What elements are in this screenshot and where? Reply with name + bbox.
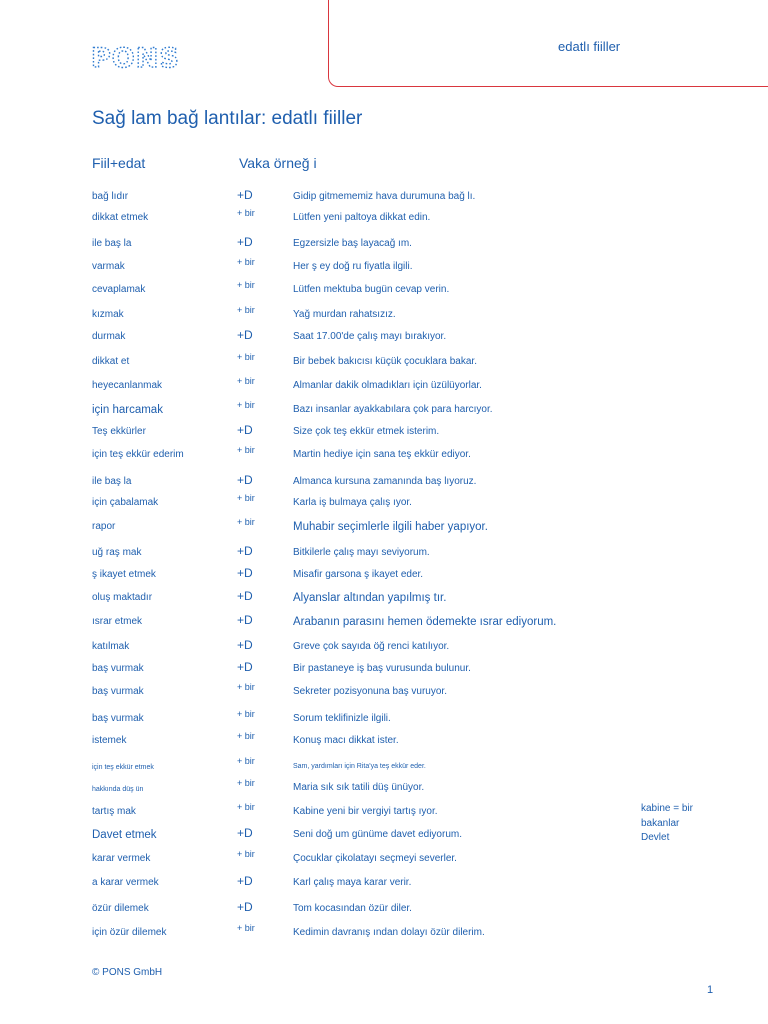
preposition-cell: + bir <box>237 849 255 859</box>
verb-cell: heyecanlanmak <box>92 380 163 391</box>
example-cell: Yağ murdan rahatsızız. <box>293 309 396 320</box>
preposition-cell: +D <box>237 613 253 627</box>
verb-cell: hakkında düş ün <box>92 786 144 793</box>
example-cell: Alyanslar altından yapılmış tır. <box>293 592 447 604</box>
verb-cell: a karar vermek <box>92 877 159 888</box>
table-row <box>0 328 768 355</box>
column-header-verb: Fiil+edat <box>92 155 146 171</box>
table-row <box>0 376 768 404</box>
example-cell: Gidip gitmememiz hava durumuna bağ lı. <box>293 191 476 202</box>
example-cell: Bir bebek bakıcısı küçük çocuklara bakar. <box>293 356 477 367</box>
table-row <box>0 900 768 927</box>
example-cell: Size çok teş ekkür etmek isterim. <box>293 426 440 437</box>
page-title: Sağ lam bağ lantılar: edatlı fiiller <box>92 108 363 129</box>
preposition-cell: +D <box>237 874 253 888</box>
verb-cell: baş vurmak <box>92 686 144 697</box>
verb-cell: tartış mak <box>92 806 136 817</box>
verb-cell: için özür dilemek <box>92 927 167 938</box>
table-row <box>0 566 768 593</box>
page-number: 1 <box>707 984 714 996</box>
table-row <box>0 280 768 308</box>
verb-cell: karar vermek <box>92 853 151 864</box>
verb-cell: ile baş la <box>92 476 132 487</box>
example-cell: Her ş ey doğ ru fiyatla ilgili. <box>293 261 413 272</box>
verb-cell: dikkat etmek <box>92 212 149 223</box>
example-cell: Greve çok sayıda öğ renci katılıyor. <box>293 641 450 652</box>
preposition-cell: + bir <box>237 352 255 362</box>
verb-cell: ş ikayet etmek <box>92 569 156 580</box>
preposition-cell: + bir <box>237 756 255 766</box>
table-row <box>0 923 768 951</box>
table-row <box>0 208 768 236</box>
table-row <box>0 235 768 262</box>
example-cell: Kabine yeni bir vergiyi tartış ıyor. <box>293 806 438 817</box>
verb-cell: için harcamak <box>92 404 163 416</box>
table-row <box>0 493 768 521</box>
verb-cell: istemek <box>92 735 127 746</box>
verb-cell: için çabalamak <box>92 497 159 508</box>
example-cell: Karl çalış maya karar verir. <box>293 877 412 888</box>
preposition-cell: +D <box>237 544 253 558</box>
preposition-cell: +D <box>237 473 253 487</box>
section-label: edatlı fiiller <box>558 39 621 54</box>
verb-cell: bağ lıdır <box>92 191 129 202</box>
preposition-cell: + bir <box>237 709 255 719</box>
example-cell: Misafir garsona ş ikayet eder. <box>293 569 424 580</box>
verb-cell: Davet etmek <box>92 829 157 841</box>
preposition-cell: + bir <box>237 305 255 315</box>
verb-cell: ısrar etmek <box>92 616 143 627</box>
table-row <box>0 352 768 380</box>
preposition-cell: +D <box>237 328 253 342</box>
example-cell: Egzersizle baş layacağ ım. <box>293 238 412 249</box>
verb-cell: ile baş la <box>92 238 132 249</box>
table-row <box>0 682 768 710</box>
verb-cell: dikkat et <box>92 356 130 367</box>
table-row <box>0 638 768 665</box>
verb-cell: için teş ekkür ederim <box>92 449 184 460</box>
table-row <box>0 874 768 901</box>
header-frame <box>328 0 768 87</box>
example-cell: Çocuklar çikolatayı seçmeyi severler. <box>293 853 457 864</box>
verb-cell: için teş ekkür etmek <box>92 764 154 771</box>
example-cell: Martin hediye için sana teş ekkür ediyor. <box>293 449 471 460</box>
example-cell: Bazı insanlar ayakkabılara çok para harcıyor. <box>293 404 493 415</box>
table-row <box>0 756 768 784</box>
side-note-2: Devlet <box>641 832 670 843</box>
pons-logo <box>90 43 180 73</box>
preposition-cell: +D <box>237 638 253 652</box>
preposition-cell: + bir <box>237 445 255 455</box>
example-cell: Konuş macı dikkat ister. <box>293 735 399 746</box>
verb-cell: baş vurmak <box>92 663 144 674</box>
verb-cell: katılmak <box>92 641 130 652</box>
example-cell: Sorum teklifinizle ilgili. <box>293 713 391 724</box>
table-row <box>0 613 768 640</box>
preposition-cell: + bir <box>237 923 255 933</box>
example-cell: Sekreter pozisyonuna baş vuruyor. <box>293 686 447 697</box>
verb-cell: kızmak <box>92 309 124 320</box>
table-row <box>0 445 768 473</box>
preposition-cell: + bir <box>237 376 255 386</box>
preposition-cell: + bir <box>237 802 255 812</box>
preposition-cell: + bir <box>237 208 255 218</box>
table-row <box>0 305 768 333</box>
verb-cell: baş vurmak <box>92 713 144 724</box>
example-cell: Bitkilerle çalış mayı seviyorum. <box>293 547 430 558</box>
verb-cell: durmak <box>92 331 126 342</box>
preposition-cell: +D <box>237 235 253 249</box>
table-row <box>0 423 768 450</box>
preposition-cell: +D <box>237 589 253 603</box>
preposition-cell: +D <box>237 566 253 580</box>
preposition-cell: +D <box>237 660 253 674</box>
example-cell: Sam, yardımları için Rita'ya teş ekkür eder. <box>293 763 426 770</box>
verb-cell: cevaplamak <box>92 284 146 295</box>
table-row <box>0 544 768 571</box>
verb-cell: rapor <box>92 521 116 532</box>
verb-cell: oluş maktadır <box>92 592 153 603</box>
preposition-cell: + bir <box>237 493 255 503</box>
logo-text: PONS <box>91 43 180 73</box>
example-cell: Bir pastaneye iş baş vurusunda bulunur. <box>293 663 471 674</box>
example-cell: Kedimin davranış ından dolayı özür dilerim. <box>293 927 485 938</box>
preposition-cell: +D <box>237 188 253 202</box>
example-cell: Almanca kursuna zamanında baş lıyoruz. <box>293 476 477 487</box>
side-note: kabine = bir bakanlar <box>641 803 693 829</box>
preposition-cell: +D <box>237 423 253 437</box>
example-cell: Karla iş bulmaya çalış ıyor. <box>293 497 412 508</box>
preposition-cell: + bir <box>237 682 255 692</box>
preposition-cell: +D <box>237 900 253 914</box>
preposition-cell: + bir <box>237 280 255 290</box>
example-cell: Seni doğ um günüme davet ediyorum. <box>293 829 462 840</box>
example-cell: Almanlar dakik olmadıkları için üzülüyorlar. <box>293 380 482 391</box>
example-cell: Muhabir seçimlerle ilgili haber yapıyor. <box>293 521 488 533</box>
preposition-cell: + bir <box>237 517 255 527</box>
copyright: © PONS GmbH <box>92 967 163 978</box>
verb-cell: varmak <box>92 261 125 272</box>
example-cell: Maria sık sık tatili düş ünüyor. <box>293 782 425 793</box>
table-row <box>0 849 768 877</box>
table-row <box>0 257 768 285</box>
verb-cell: Teş ekkürler <box>92 426 146 437</box>
table-row <box>0 400 768 428</box>
table-row <box>0 517 768 545</box>
column-header-example: Vaka örneğ i <box>239 155 317 171</box>
example-cell: Tom kocasından özür diler. <box>293 903 412 914</box>
verb-cell: özür dilemek <box>92 903 149 914</box>
table-row <box>0 660 768 687</box>
preposition-cell: + bir <box>237 400 255 410</box>
preposition-cell: + bir <box>237 257 255 267</box>
table-row <box>0 731 768 759</box>
table-row <box>0 589 768 616</box>
table-row <box>0 709 768 737</box>
example-cell: Arabanın parasını hemen ödemekte ısrar ediyorum. <box>293 616 557 628</box>
example-cell: Lütfen mektuba bugün cevap verin. <box>293 284 450 295</box>
verb-cell: uğ raş mak <box>92 547 142 558</box>
preposition-cell: + bir <box>237 778 255 788</box>
preposition-cell: +D <box>237 826 253 840</box>
example-cell: Saat 17.00'de çalış mayı bırakıyor. <box>293 331 447 342</box>
example-cell: Lütfen yeni paltoya dikkat edin. <box>293 212 431 223</box>
preposition-cell: + bir <box>237 731 255 741</box>
